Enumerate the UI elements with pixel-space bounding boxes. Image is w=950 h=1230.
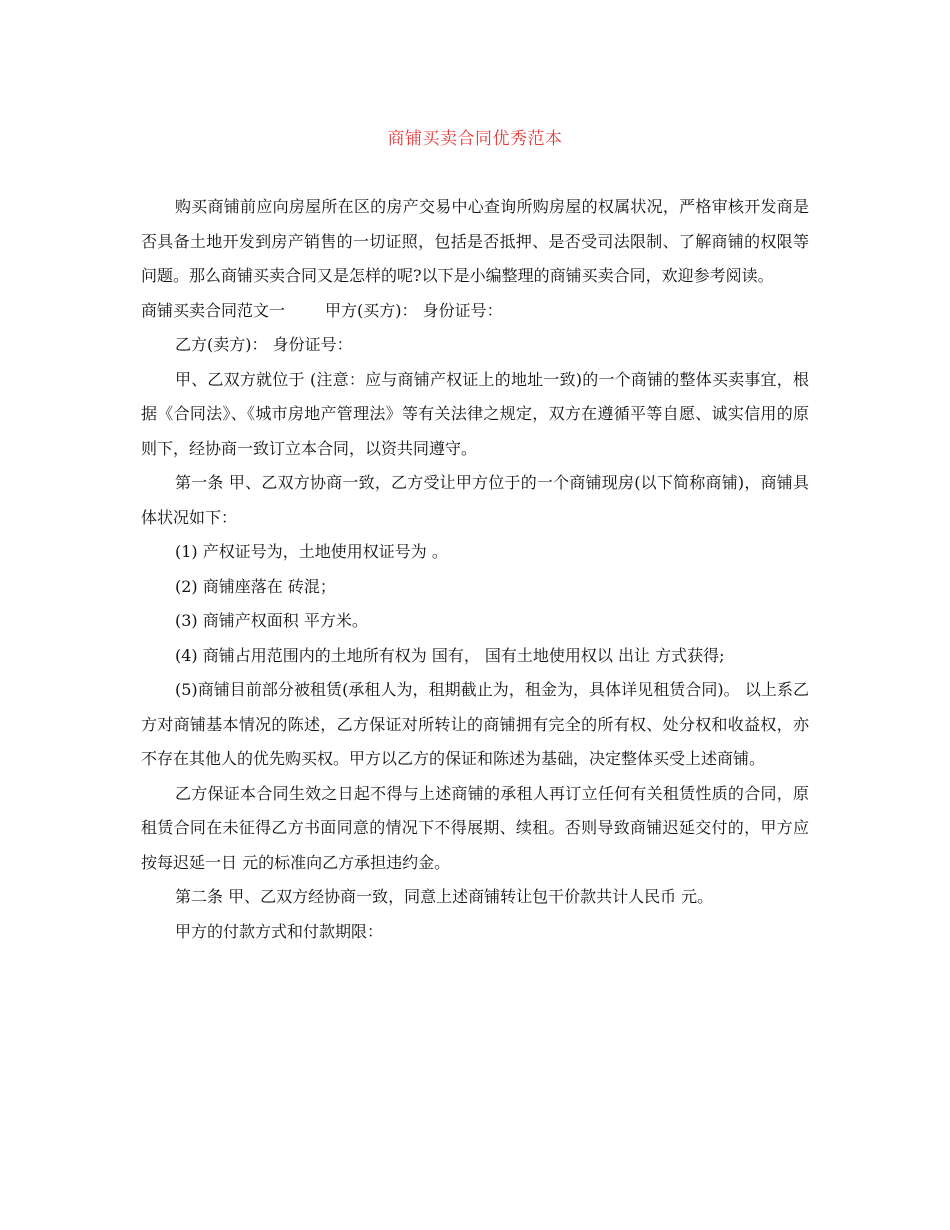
list-item: (2) 商铺座落在 砖混； [175, 576, 336, 596]
article-2-paragraph: 第二条 甲、乙双方经协商一致，同意上述商铺转让包干价款共计人民币 元。 [175, 887, 714, 906]
party-a-text: 甲方(买方)： 身份证号： [325, 300, 503, 320]
guarantee-paragraph: 乙方保证本合同生效之日起不得与上述商铺的承租人再订立任何有关租赁性质的合同，原租赁合同在未征得乙方书面同意的情况下不得展期、续租。否则导致商铺迟延交付的，甲方应按每迟延一日 元的标准向乙方承担违约金。 [141, 783, 809, 872]
preamble-paragraph: 甲、乙双方就位于 (注意：应与商铺产权证上的地址一致)的一个商铺的整体买卖事宜，根据《合同法》、《城市房地产管理法》等有关法律之规定，双方在遵循平等自愿、诚实信用的原则下，经协商一致订立本合同，以资共同遵守。 [141, 369, 809, 458]
sample-heading: 商铺买卖合同范文一 [141, 300, 286, 320]
list-item: (3) 商铺产权面积 平方米。 [175, 611, 368, 630]
document-body [141, 190, 809, 949]
party-b-line: 乙方(卖方)： 身份证号： [175, 335, 353, 354]
document-title: 商铺买卖合同优秀范本 [387, 129, 563, 149]
article-1-paragraph: 第一条 甲、乙双方协商一致，乙方受让甲方位于的一个商铺现房(以下简称商铺)，商铺具体状况如下： [141, 473, 809, 527]
intro-paragraph: 购买商铺前应向房屋所在区的房产交易中心查询所购房屋的权属状况，严格审核开发商是否具备土地开发到房产销售的一切证照，包括是否抵押、是否受司法限制、了解商铺的权限等问题。那么商铺买卖合同又是怎样的呢?以下是小编整理的商铺买卖合同，欢迎参考阅读。 [141, 197, 809, 285]
list-item: (4) 商铺占用范围内的土地所有权为 国有， 国有土地使用权以 出让 方式获得; [175, 645, 725, 665]
payment-terms-line: 甲方的付款方式和付款期限： [175, 921, 384, 941]
party-a-line [141, 294, 809, 329]
list-item: (1) 产权证号为，土地使用权证号为 。 [175, 542, 448, 561]
list-item: (5)商铺目前部分被租赁(承租人为，租期截止为，租金为，具体详见租赁合同)。 以上系乙方对商铺基本情况的陈述，乙方保证对所转让的商铺拥有完全的所有权、处分权和收益权，亦不存在其他人的优先购买权。甲方以乙方的保证和陈述为基础，决定整体买受上述商铺。 [141, 680, 809, 768]
